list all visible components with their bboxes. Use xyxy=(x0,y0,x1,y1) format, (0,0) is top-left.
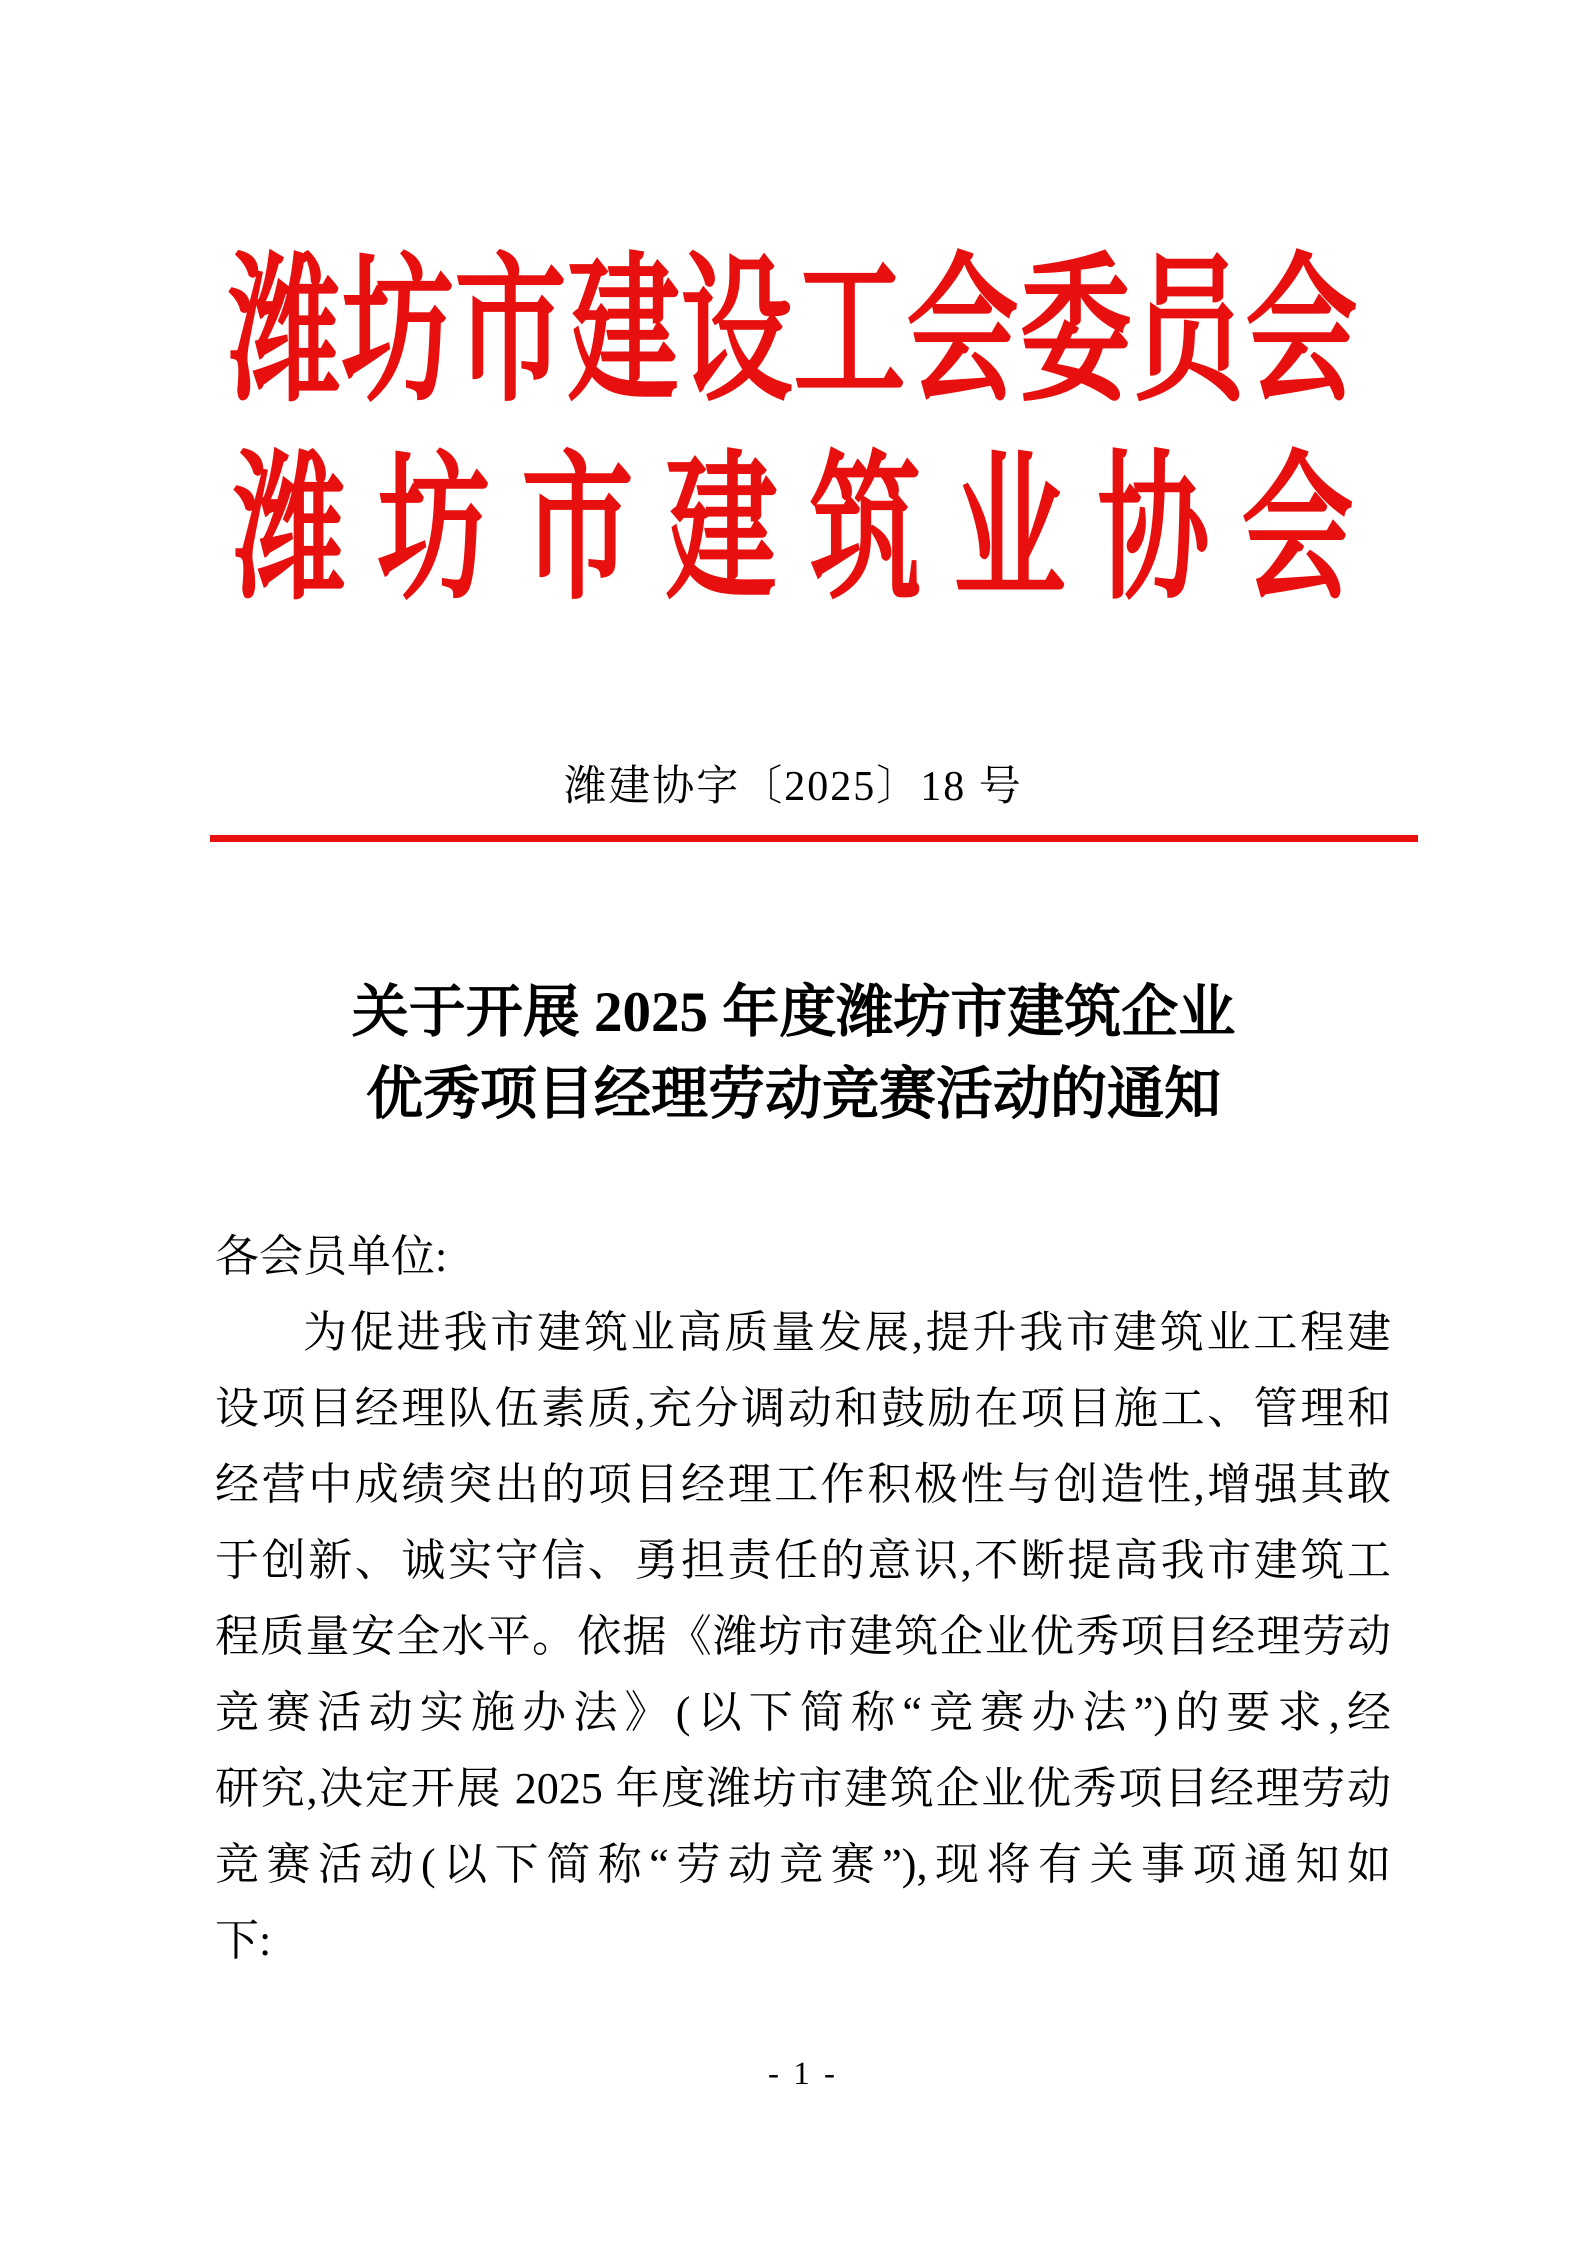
doc-number: 潍建协字〔2025〕18 号 xyxy=(564,764,1023,810)
body-line: 竞赛活动实施办法》(以下简称“竞赛办法”)的要求,经 xyxy=(215,1688,1391,1737)
body-text xyxy=(215,1219,1391,1979)
org-title-line-1: 潍坊市建设工会委员会 xyxy=(228,244,1359,422)
org-title-line-2: 潍坊市建筑业协会 xyxy=(233,442,1386,620)
body-line: 于创新、诚实守信、勇担责任的意识,不断提高我市建筑工 xyxy=(215,1536,1391,1585)
body-line: 设项目经理队伍素质,充分调动和鼓励在项目施工、管理和 xyxy=(215,1384,1391,1433)
body-line: 程质量安全水平。依据《潍坊市建筑企业优秀项目经理劳动 xyxy=(215,1612,1391,1661)
salutation: 各会员单位: xyxy=(215,1232,448,1281)
doc-title-line-1: 关于开展 2025 年度潍坊市建筑企业 xyxy=(351,981,1236,1044)
body-line: 为促进我市建筑业高质量发展,提升我市建筑业工程建 xyxy=(303,1308,1391,1357)
body-line: 下: xyxy=(215,1916,272,1965)
doc-title xyxy=(0,972,1587,1136)
body-line: 研究,决定开展 2025 年度潍坊市建筑企业优秀项目经理劳动 xyxy=(215,1764,1391,1813)
page-number: - 1 - xyxy=(768,2056,838,2092)
body-line: 竞赛活动(以下简称“劳动竞赛”),现将有关事项通知如 xyxy=(215,1840,1391,1889)
doc-title-line-2: 优秀项目经理劳动竞赛活动的通知 xyxy=(366,1063,1221,1126)
body-line: 经营中成绩突出的项目经理工作积极性与创造性,增强其敢 xyxy=(215,1460,1391,1509)
red-divider-rule xyxy=(210,835,1418,842)
